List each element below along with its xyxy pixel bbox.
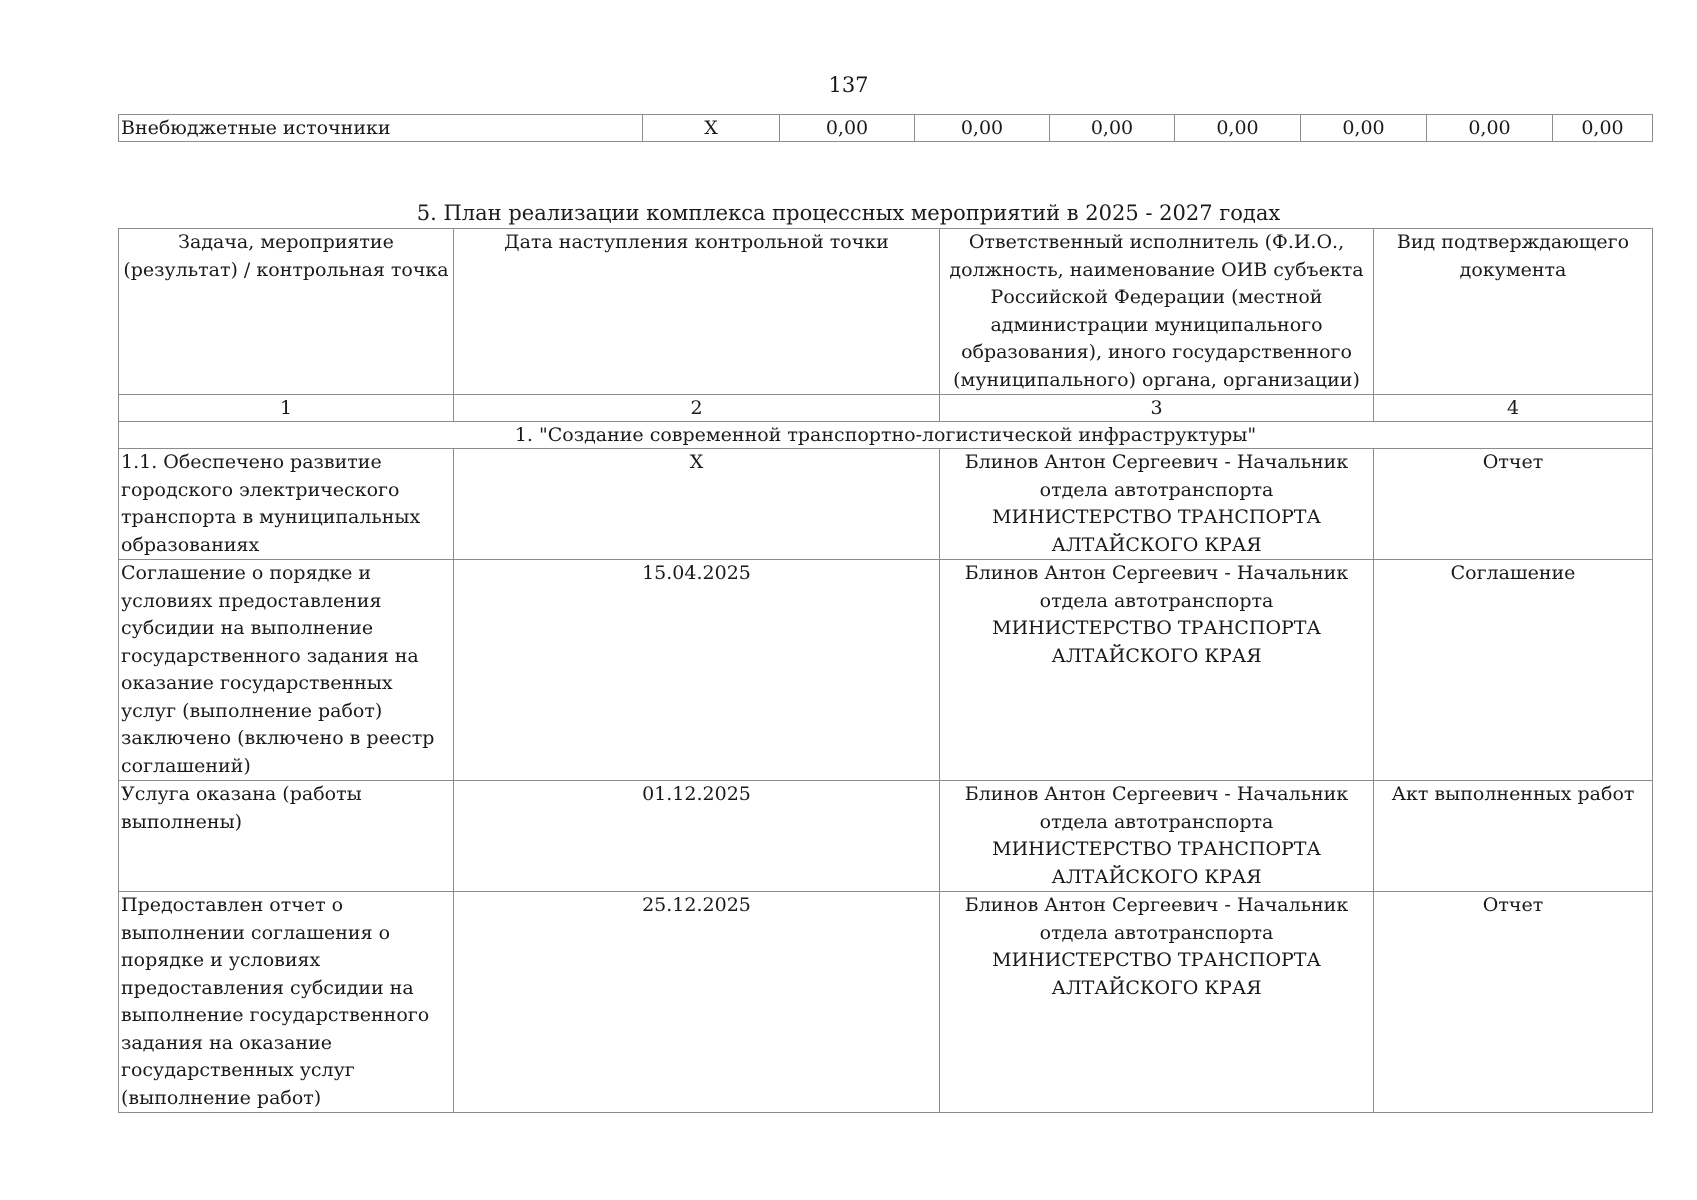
- document-cell: Отчет: [1374, 892, 1653, 1113]
- task-cell: Предоставлен отчет о выполнении соглашения о порядке и условиях предоставления субсидии на выполнение государственного задания на оказание государственных услуг (выполнение работ): [119, 892, 454, 1113]
- responsible-cell: [940, 781, 1374, 892]
- document-cell: Акт выполненных работ: [1374, 781, 1653, 892]
- task-cell: Соглашение о порядке и условиях предоставления субсидии на выполнение государственного задания на оказание государственных услуг (выполнение работ) заключено (включено в реестр соглашений): [119, 560, 454, 781]
- budget-cell: 0,00: [1427, 115, 1553, 142]
- responsible-org: МИНИСТЕРСТВО ТРАНСПОРТА АЛТАЙСКОГО КРАЯ: [992, 949, 1321, 999]
- budget-cell: 0,00: [1175, 115, 1301, 142]
- header-task: Задача, мероприятие (результат) / контрольная точка: [119, 229, 454, 395]
- document-cell: Соглашение: [1374, 560, 1653, 781]
- implementation-plan-table: [118, 228, 1653, 1113]
- budget-row: [119, 115, 1653, 142]
- date-cell: 15.04.2025: [454, 560, 940, 781]
- responsible-cell: [940, 449, 1374, 560]
- budget-cell: 0,00: [1301, 115, 1427, 142]
- budget-row-label: Внебюджетные источники: [119, 115, 643, 142]
- column-number-row: [119, 395, 1653, 422]
- responsible-org: МИНИСТЕРСТВО ТРАНСПОРТА АЛТАЙСКОГО КРАЯ: [992, 506, 1321, 556]
- header-responsible: Ответственный исполнитель (Ф.И.О., должность, наименование ОИВ субъекта Российской Федерации (местной администрации муниципального образования), иного государственного (муниципального) органа, организации): [940, 229, 1374, 395]
- group-row: [119, 422, 1653, 449]
- budget-cell: 0,00: [915, 115, 1050, 142]
- table-row: [119, 449, 1653, 560]
- date-cell: 01.12.2025: [454, 781, 940, 892]
- budget-cell: 0,00: [1050, 115, 1175, 142]
- page-number: 137: [828, 73, 869, 97]
- budget-cell: X: [643, 115, 780, 142]
- responsible-org: МИНИСТЕРСТВО ТРАНСПОРТА АЛТАЙСКОГО КРАЯ: [992, 617, 1321, 667]
- column-number: 4: [1374, 395, 1653, 422]
- responsible-person: Блинов Антон Сергеевич - Начальник отдела автотранспорта: [964, 894, 1349, 944]
- column-number: 1: [119, 395, 454, 422]
- responsible-person: Блинов Антон Сергеевич - Начальник отдела автотранспорта: [964, 783, 1349, 833]
- budget-cell: 0,00: [780, 115, 915, 142]
- header-row: [119, 229, 1653, 395]
- column-number: 3: [940, 395, 1374, 422]
- task-cell: Услуга оказана (работы выполнены): [119, 781, 454, 892]
- group-title: 1. "Создание современной транспортно-логистической инфраструктуры": [119, 422, 1653, 449]
- section-title: 5. План реализации комплекса процессных мероприятий в 2025 - 2027 годах: [416, 201, 1281, 225]
- date-cell: 25.12.2025: [454, 892, 940, 1113]
- table-row: [119, 781, 1653, 892]
- budget-cell: 0,00: [1553, 115, 1653, 142]
- header-document: Вид подтверждающего документа: [1374, 229, 1653, 395]
- budget-sources-table: [118, 114, 1653, 142]
- table-row: [119, 560, 1653, 781]
- responsible-cell: [940, 892, 1374, 1113]
- header-date: Дата наступления контрольной точки: [454, 229, 940, 395]
- responsible-person: Блинов Антон Сергеевич - Начальник отдела автотранспорта: [964, 562, 1349, 612]
- date-cell: X: [454, 449, 940, 560]
- responsible-cell: [940, 560, 1374, 781]
- responsible-org: МИНИСТЕРСТВО ТРАНСПОРТА АЛТАЙСКОГО КРАЯ: [992, 838, 1321, 888]
- document-cell: Отчет: [1374, 449, 1653, 560]
- task-cell: 1.1. Обеспечено развитие городского электрического транспорта в муниципальных образованиях: [119, 449, 454, 560]
- table-row: [119, 892, 1653, 1113]
- column-number: 2: [454, 395, 940, 422]
- responsible-person: Блинов Антон Сергеевич - Начальник отдела автотранспорта: [964, 451, 1349, 501]
